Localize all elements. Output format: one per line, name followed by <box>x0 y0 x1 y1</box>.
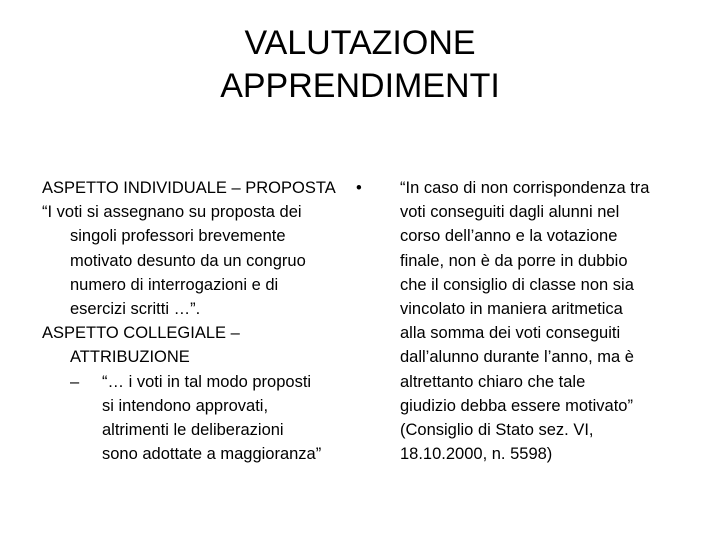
right-line: alla somma dei voti conseguiti <box>400 324 621 343</box>
bullet-marker: • <box>356 179 362 197</box>
quote-line: motivato desunto da un congruo <box>70 251 306 270</box>
right-line: (Consiglio di Stato sez. VI, <box>400 421 594 440</box>
heading-collegial: ASPETTO COLLEGIALE – <box>42 324 240 343</box>
right-line: corso dell’anno e la votazione <box>400 227 618 246</box>
right-line: dall’alunno durante l’anno, ma è <box>400 348 634 367</box>
sub-line: altrimenti le deliberazioni <box>102 421 284 440</box>
right-line: altrettanto chiaro che tale <box>400 372 586 391</box>
heading-individual: ASPETTO INDIVIDUALE – PROPOSTA <box>42 179 336 197</box>
sub-line: si intendono approvati, <box>102 396 269 415</box>
right-line: finale, non è da porre in dubbio <box>400 251 628 270</box>
right-line: che il consiglio di classe non sia <box>400 275 634 294</box>
slide-title <box>0 22 720 108</box>
sub-item <box>42 370 352 394</box>
right-quote <box>400 176 700 466</box>
sub-line: sono adottate a maggioranza” <box>102 445 322 464</box>
title-line-1: VALUTAZIONE <box>244 24 476 62</box>
sub-line: “… i voti in tal modo proposti <box>102 372 312 391</box>
dash-marker: – <box>70 372 80 391</box>
heading-collegial-cont: ATTRIBUZIONE <box>70 348 190 367</box>
quote-line: “I voti si assegnano su proposta dei <box>42 203 302 222</box>
quote-line: singoli professori brevemente <box>70 227 286 246</box>
right-line: vincolato in maniera aritmetica <box>400 300 623 319</box>
title-line-2: APPRENDIMENTI <box>220 67 500 105</box>
right-line: 18.10.2000, n. 5598) <box>400 445 553 464</box>
left-column <box>42 176 352 466</box>
right-line: “In caso di non corrispondenza tra <box>400 179 650 197</box>
right-line: giudizio debba essere motivato” <box>400 396 633 415</box>
quote-line: numero di interrogazioni e di <box>70 275 279 294</box>
right-line: voti conseguiti dagli alunni nel <box>400 203 620 222</box>
quote-line: esercizi scritti …”. <box>70 300 201 319</box>
